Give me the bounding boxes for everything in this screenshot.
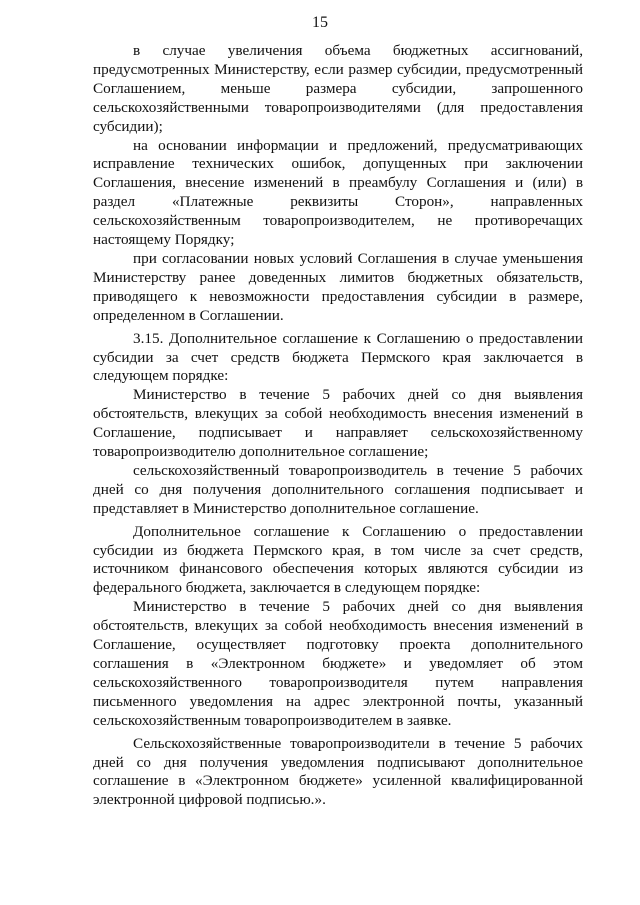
paragraph-producer-signs: сельскохозяйственный товаропроизводитель в течение 5 рабочих дней со дня получения дополнительного соглашения подписывает и представляет в Министерство дополнительное соглашение. (93, 461, 583, 517)
document-body (93, 42, 583, 810)
page-number: 15 (312, 14, 328, 31)
paragraph-section-3-15: 3.15. Дополнительное соглашение к Соглашению о предоставлении субсидии за счет средств бюджета Пермского края заключается в следующем порядке: (93, 329, 583, 385)
paragraph-federal-subsidy: Дополнительное соглашение к Соглашению о предоставлении субсидии из бюджета Пермского края, в том числе за счет средств, источником финансового обеспечения которых являются субсидии из федерального бюджета, заключается в следующем порядке: (93, 522, 583, 597)
paragraph-digital-signature: Сельскохозяйственные товаропроизводители в течение 5 рабочих дней со дня получения уведомления подписывают дополнительное соглашение в «Электронном бюджете» усиленной квалифицированной электронной цифровой подписью.». (93, 734, 583, 809)
paragraph-technical-errors: на основании информации и предложений, предусматривающих исправление технических ошибок, допущенных при заключении Соглашения, внесение изменений в преамбулу Соглашения и (или) в раздел «Платежные реквизиты Сторон», направленных сельскохозяйственным товаропроизводителем, не противоречащих настоящему Порядку; (93, 136, 583, 249)
paragraph-budget-increase: в случае увеличения объема бюджетных ассигнований, предусмотренных Министерству, если размер субсидии, предусмотренный Соглашением, меньше размера субсидии, запрошенного сельскохозяйственными товаропроизводителями (для предоставления субсидии); (93, 42, 583, 135)
paragraph-limits-reduction: при согласовании новых условий Соглашения в случае уменьшения Министерству ранее доведенных лимитов бюджетных обязательств, приводящего к невозможности предоставления субсидии в размере, определенном в Соглашении. (93, 249, 583, 324)
paragraph-electronic-budget: Министерство в течение 5 рабочих дней со дня выявления обстоятельств, влекущих за собой необходимость внесения изменений в Соглашение, осуществляет подготовку проекта дополнительного соглашения в «Электронном бюджете» и уведомляет об этом сельскохозяйственного товаропроизводителя путем направления письменного уведомления на адрес электронной почты, указанный сельскохозяйственным товаропроизводителем в заявке. (93, 598, 583, 729)
paragraph-ministry-signs: Министерство в течение 5 рабочих дней со дня выявления обстоятельств, влекущих за собой необходимость внесения изменений в Соглашение, подписывает и направляет сельскохозяйственному товаропроизводителю дополнительное соглашение; (93, 386, 583, 461)
